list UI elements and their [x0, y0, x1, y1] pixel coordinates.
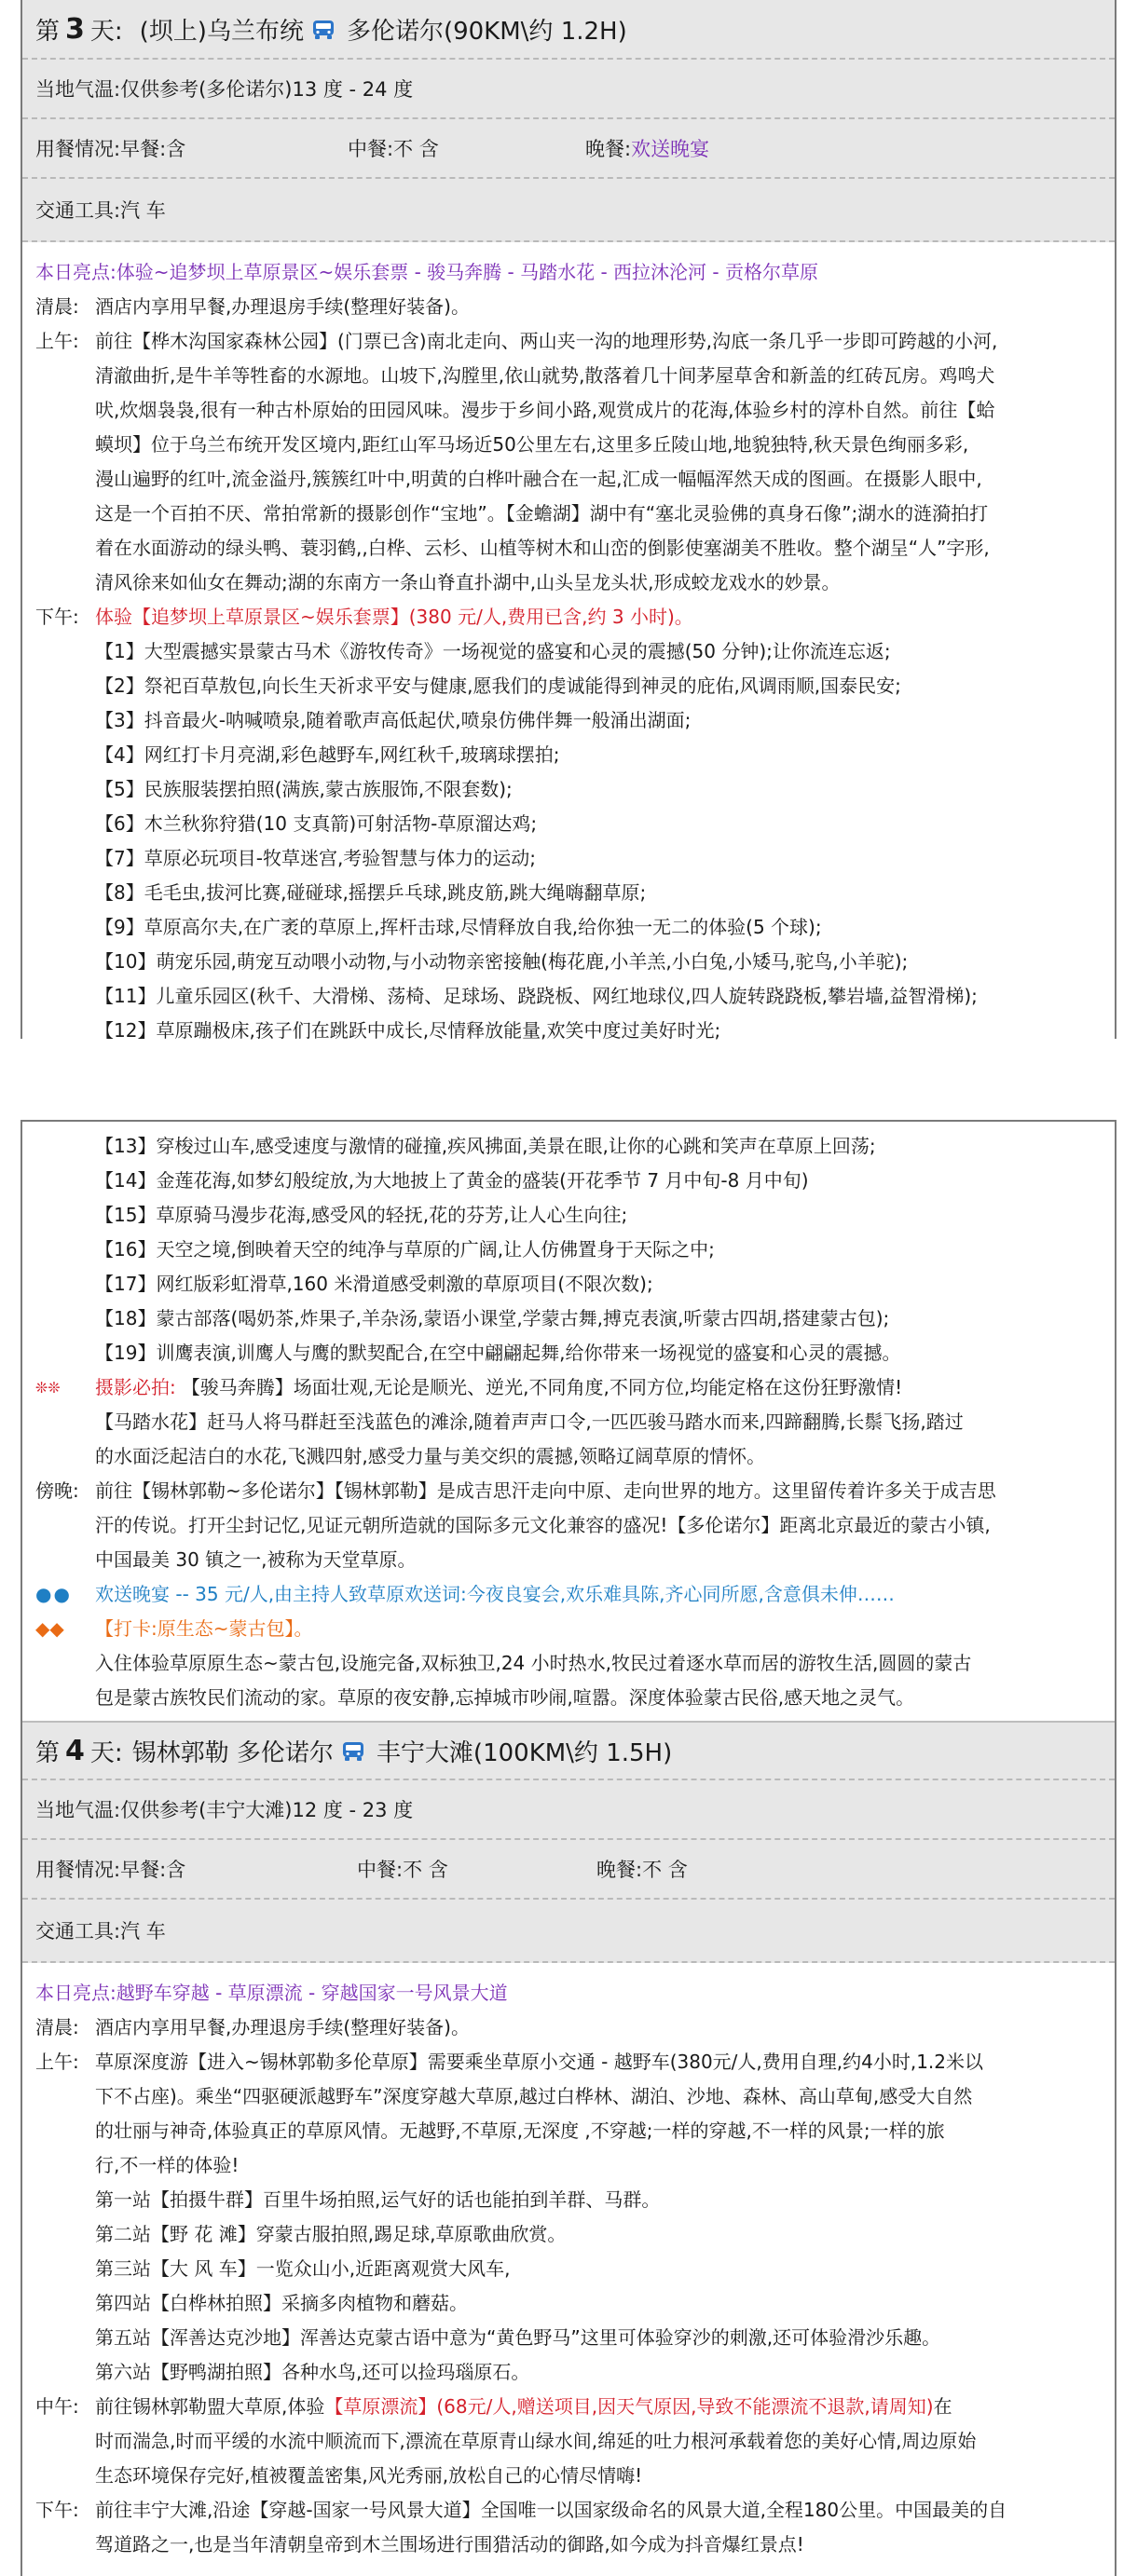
noon-row [35, 2390, 1102, 2424]
weather-text: 当地气温:仅供参考(丰宁大滩)12 度 - 23 度 [35, 1799, 414, 1821]
route-to: 丰宁大滩(100KM\约 1.5H) [376, 1738, 673, 1767]
pm-label: 下午: [35, 606, 79, 628]
transport-text: 交通工具:汽 车 [35, 1920, 166, 1942]
pm-item: 【14】金莲花海,如梦幻般绽放,为大地披上了黄金的盛装(开花季节 7 月中旬-8 月中旬) [95, 1169, 809, 1192]
am-row [35, 2045, 1102, 2079]
lunch-text: 中餐:不 含 [357, 1859, 448, 1881]
am-row [35, 324, 1102, 359]
pm-line: 前往丰宁大滩,沿途【穿越-国家一号风景大道】全国唯一以国家级命名的风景大道,全程180公里。中国最美的自 [95, 2499, 1007, 2521]
am-line: 清风徐来如仙女在舞动;湖的东南方一条山脊直扑湖中,山头呈龙头状,形成蛟龙戏水的妙景。 [95, 571, 841, 593]
day-number: 4 [65, 1734, 85, 1767]
pm-item: 【11】儿童乐园区(秋千、大滑梯、荡椅、足球场、跷跷板、网红地球仪,四人旋转跷跷板,攀岩墙,益智滑梯); [95, 985, 978, 1007]
pm-item: 【9】草原高尔夫,在广袤的草原上,挥杆击球,尽情释放自我,给你独一无二的体验(5 个球); [95, 916, 822, 938]
highlights: 本日亮点:体验~追梦坝上草原景区~娱乐套票 - 骏马奔腾 - 马踏水花 - 西拉沐沦河 - 贡格尔草原 [35, 261, 818, 283]
station: 第一站【拍摄牛群】百里牛场拍照,运气好的话也能拍到羊群、马群。 [95, 2188, 661, 2211]
morning-row [35, 290, 1102, 324]
am-line: 吠,炊烟袅袅,很有一种古朴原始的田园风味。漫步于乡间小路,观赏成片的花海,体验乡村的淳朴自然。前往【蛤 [95, 399, 995, 421]
bus-icon [311, 19, 336, 39]
dinner-text: 晚餐:不 含 [596, 1859, 688, 1881]
lunch-text: 中餐:不 含 [348, 138, 439, 160]
day3-title-bar [22, 0, 1115, 60]
am-line: 草原深度游【进入~锡林郭勒多伦草原】需要乘坐草原小交通 - 越野车(380元/人,费用自理,约4小时,1.2米以 [95, 2051, 984, 2073]
station: 第三站【大 风 车】一览众山小,近距离观赏大风车, [95, 2257, 511, 2280]
am-line: 的壮丽与神奇,体验真正的草原风情。无越野,不草原,无深度 ,不穿越;一样的穿越,不一样的风景;一样的旅 [95, 2119, 945, 2142]
pm-item: 【18】蒙古部落(喝奶茶,炸果子,羊杂汤,蒙语小课堂,学蒙古舞,搏克表演,听蒙古四胡,搭建蒙古包); [95, 1307, 890, 1329]
morning-label: 清晨: [35, 2016, 79, 2038]
weather-row [22, 1780, 1115, 1840]
pm-item: 【8】毛毛虫,拔河比赛,碰碰球,摇摆乒乓球,跳皮筋,跳大绳嗨翻草原; [95, 881, 647, 904]
noon-prefix: 前往锡林郭勒盟大草原,体验 [95, 2395, 325, 2418]
pm-row [35, 600, 1102, 634]
noon-line [95, 2390, 1102, 2424]
stay-line: 入住体验草原原生态~蒙古包,设施完备,双标独卫,24 小时热水,牧民过着逐水草而居的游牧生活,圆圆的蒙古 [95, 1652, 972, 1674]
am-label: 上午: [35, 2051, 79, 2073]
morning-text: 酒店内享用早餐,办理退房手续(整理好装备)。 [95, 2016, 470, 2038]
noon-red: 【草原漂流】(68元/人,赠送项目,因天气原因,导致不能漂流不退款,请周知) [324, 2395, 934, 2418]
day-prefix: 第 [35, 17, 61, 46]
pm-item: 【1】大型震撼实景蒙古马术《游牧传奇》一场视觉的盛宴和心灵的震撼(50 分钟);让你流连忘返; [95, 640, 891, 662]
diamonds-icon: ◆◆ [35, 1617, 64, 1640]
station: 第四站【白桦林拍照】采摘多肉植物和蘑菇。 [95, 2292, 468, 2314]
photo-line: 【骏马奔腾】场面壮观,无论是顺光、逆光,不同角度,不同方位,均能定格在这份狂野激情! [181, 1376, 903, 1398]
farewell-row [35, 1577, 1102, 1612]
day3-content [22, 242, 1115, 1054]
pm-item: 【3】抖音最火-呐喊喷泉,随着歌声高低起伏,喷泉仿佛伴舞一般涌出湖面; [95, 709, 692, 731]
dusk-line: 中国最美 30 镇之一,被称为天堂草原。 [95, 1548, 417, 1571]
photo-line: 的水面泛起洁白的水花,飞溅四射,感受力量与美交织的震撼,领略辽阔草原的情怀。 [95, 1445, 766, 1467]
pm-row [35, 2493, 1102, 2528]
pm-item: 【16】天空之境,倒映着天空的纯净与草原的广阔,让人仿佛置身于天际之中; [95, 1238, 715, 1261]
checkin-text: 【打卡:原生态~蒙古包】。 [95, 1617, 313, 1640]
am-line: 清澈曲折,是牛羊等牲畜的水源地。山坡下,沟膛里,依山就势,散落着几十间茅屋草舍和新盖的红砖瓦房。鸡鸣犬 [95, 364, 995, 387]
pm-item: 【15】草原骑马漫步花海,感受风的轻抚,花的芬芳,让人心生向往; [95, 1204, 628, 1226]
am-line: 这是一个百拍不厌、常拍常新的摄影创作“宝地”。【金蟾湖】湖中有“塞北灵验佛的真身石像”;湖水的涟漪拍打 [95, 502, 989, 525]
checkin-row [35, 1612, 1102, 1646]
pm-item: 【6】木兰秋狝狩猎(10 支真箭)可射活物-草原溜达鸡; [95, 812, 538, 835]
transport-row [22, 1900, 1115, 1963]
noon-suffix: 在 [933, 2395, 952, 2418]
pm-item: 【7】草原必玩项目-牧草迷宫,考验智慧与体力的运动; [95, 847, 537, 869]
transport-row [22, 179, 1115, 242]
morning-text: 酒店内享用早餐,办理退房手续(整理好装备)。 [95, 295, 470, 318]
pm-item: 【4】网红打卡月亮湖,彩色越野车,网红秋千,玻璃球摆拍; [95, 743, 560, 766]
am-line: 着在水面游动的绿头鸭、蓑羽鹤,,白桦、云杉、山植等树木和山峦的倒影使塞湖美不胜收。整个湖呈“人”字形, [95, 537, 990, 559]
day-suffix: 天: [89, 17, 123, 46]
day-number: 3 [65, 12, 85, 46]
am-line: 漫山遍野的红叶,流金溢丹,簇簇红叶中,明黄的白桦叶融合在一起,汇成一幅幅浑然天成的图画。在摄影人眼中, [95, 468, 982, 490]
breakfast-text: 用餐情况:早餐:含 [35, 1859, 186, 1881]
station: 第五站【浑善达克沙地】浑善达克蒙古语中意为“黄色野马”这里可体验穿沙的刺激,还可体验滑沙乐趣。 [95, 2326, 941, 2349]
route-to: 多伦诺尔(90KM\约 1.2H) [346, 17, 627, 46]
am-line: 前往【桦木沟国家森林公园】(门票已含)南北走向、两山夹一沟的地理形势,沟底一条几乎一步即可跨越的小河, [95, 330, 998, 352]
photo-row [35, 1370, 1102, 1405]
day4-title-bar [22, 1721, 1115, 1780]
route-from: (坝上)乌兰布统 [139, 17, 304, 46]
pm-item: 【13】穿梭过山车,感受速度与激情的碰撞,疾风拂面,美景在眼,让你的心跳和笑声在草原上回荡; [95, 1135, 876, 1157]
day4-content [22, 1963, 1115, 2568]
breakfast-text: 用餐情况:早餐:含 [35, 138, 186, 160]
highlights: 本日亮点:越野车穿越 - 草原漂流 - 穿越国家一号风景大道 [35, 1982, 508, 2004]
photo-marks-icon: ❊❊ [35, 1379, 61, 1397]
farewell-text: 欢送晚宴 -- 35 元/人,由主持人致草原欢送词:今夜良宴会,欢乐难具陈,齐心同所愿,含意俱未伸…… [95, 1583, 895, 1605]
noon-line: 生态环境保存完好,植被覆盖密集,风光秀丽,放松自己的心情尽情嗨! [95, 2464, 643, 2487]
day-suffix: 天: [89, 1738, 123, 1767]
pm-headline: 体验【追梦坝上草原景区~娱乐套票】(380 元/人,费用已含,约 3 小时)。 [95, 606, 693, 628]
day-prefix: 第 [35, 1738, 61, 1767]
meals-row [22, 119, 1115, 179]
pm-item: 【10】萌宠乐园,萌宠互动喂小动物,与小动物亲密接触(梅花鹿,小羊羔,小白兔,小矮马,驼鸟,小羊驼); [95, 950, 909, 973]
route-from: 锡林郭勒 多伦诺尔 [131, 1738, 334, 1767]
pm-item: 【5】民族服装摆拍照(满族,蒙古族服饰,不限套数); [95, 778, 513, 800]
am-line: 蟆坝】位于乌兰布统开发区境内,距红山军马场近50公里左右,这里多丘陵山地,地貌独特,秋天景色绚丽多彩, [95, 433, 969, 456]
pm-item: 【2】祭祀百草敖包,向长生天祈求平安与健康,愿我们的虔诚能得到神灵的庇佑,风调雨顺,国泰民安; [95, 675, 901, 697]
dinner-label: 晚餐: [585, 138, 632, 160]
dusk-label: 傍晚: [35, 1479, 79, 1502]
day3-continued [22, 1122, 1115, 1721]
meals-row [22, 1840, 1115, 1900]
pm-item: 【17】网红版彩虹滑草,160 米滑道感受刺激的草原项目(不限次数); [95, 1273, 653, 1295]
morning-row [35, 2010, 1102, 2045]
pm-line: 驾道路之一,也是当年清朝皇帝到木兰围场进行围猎活动的御路,如今成为抖音爆红景点! [95, 2533, 804, 2556]
am-label: 上午: [35, 330, 79, 352]
am-line: 下不占座)。乘坐“四驱硬派越野车”深度穿越大草原,越过白桦林、湖泊、沙地、森林、高山草甸,感受大自然 [95, 2085, 973, 2107]
page-gap [0, 1043, 1137, 1120]
pm-label: 下午: [35, 2499, 79, 2521]
dusk-row [35, 1474, 1102, 1508]
pm-item: 【12】草原蹦极床,孩子们在跳跃中成长,尽情释放能量,欢笑中度过美好时光; [95, 1019, 721, 1042]
morning-label: 清晨: [35, 295, 79, 318]
noon-label: 中午: [35, 2395, 79, 2418]
weather-text: 当地气温:仅供参考(多伦诺尔)13 度 - 24 度 [35, 78, 414, 101]
dots-icon: ●● [35, 1583, 72, 1605]
day3-sheet [21, 0, 1116, 1042]
am-line: 行,不一样的体验! [95, 2154, 240, 2176]
continued-sheet [21, 1120, 1116, 2576]
station: 第二站【野 花 滩】穿蒙古服拍照,踢足球,草原歌曲欣赏。 [95, 2223, 567, 2245]
dusk-line: 汗的传说。打开尘封记忆,见证元朝所造就的国际多元文化兼容的盛况!【多伦诺尔】距离北京最近的蒙古小镇, [95, 1514, 991, 1536]
weather-row [22, 60, 1115, 119]
photo-line: 【马踏水花】赶马人将马群赶至浅蓝色的滩涂,随着声声口令,一匹匹骏马踏水而来,四蹄翻腾,长鬃飞扬,踏过 [95, 1411, 964, 1433]
noon-line: 时而湍急,时而平缓的水流中顺流而下,漂流在草原青山绿水间,绵延的吐力根河承载着您的美好心情,周边原始 [95, 2430, 977, 2452]
stay-line: 包是蒙古族牧民们流动的家。草原的夜安静,忘掉城市吵闹,喧嚣。深度体验蒙古民俗,感天地之灵气。 [95, 1686, 915, 1709]
photo-label: 摄影必拍: [95, 1376, 176, 1398]
bus-icon [341, 1740, 365, 1761]
dinner-value: 欢送晚宴 [631, 138, 710, 160]
transport-text: 交通工具:汽 车 [35, 199, 166, 222]
dusk-line: 前往【锡林郭勒~多伦诺尔】【锡林郭勒】是成吉思汗走向中原、走向世界的地方。这里留传着许多关于成吉思 [95, 1479, 996, 1502]
station: 第六站【野鸭湖拍照】各种水鸟,还可以捡玛瑙原石。 [95, 2361, 530, 2383]
pm-item: 【19】训鹰表演,训鹰人与鹰的默契配合,在空中翩翩起舞,给你带来一场视觉的盛宴和心灵的震撼。 [95, 1342, 901, 1364]
